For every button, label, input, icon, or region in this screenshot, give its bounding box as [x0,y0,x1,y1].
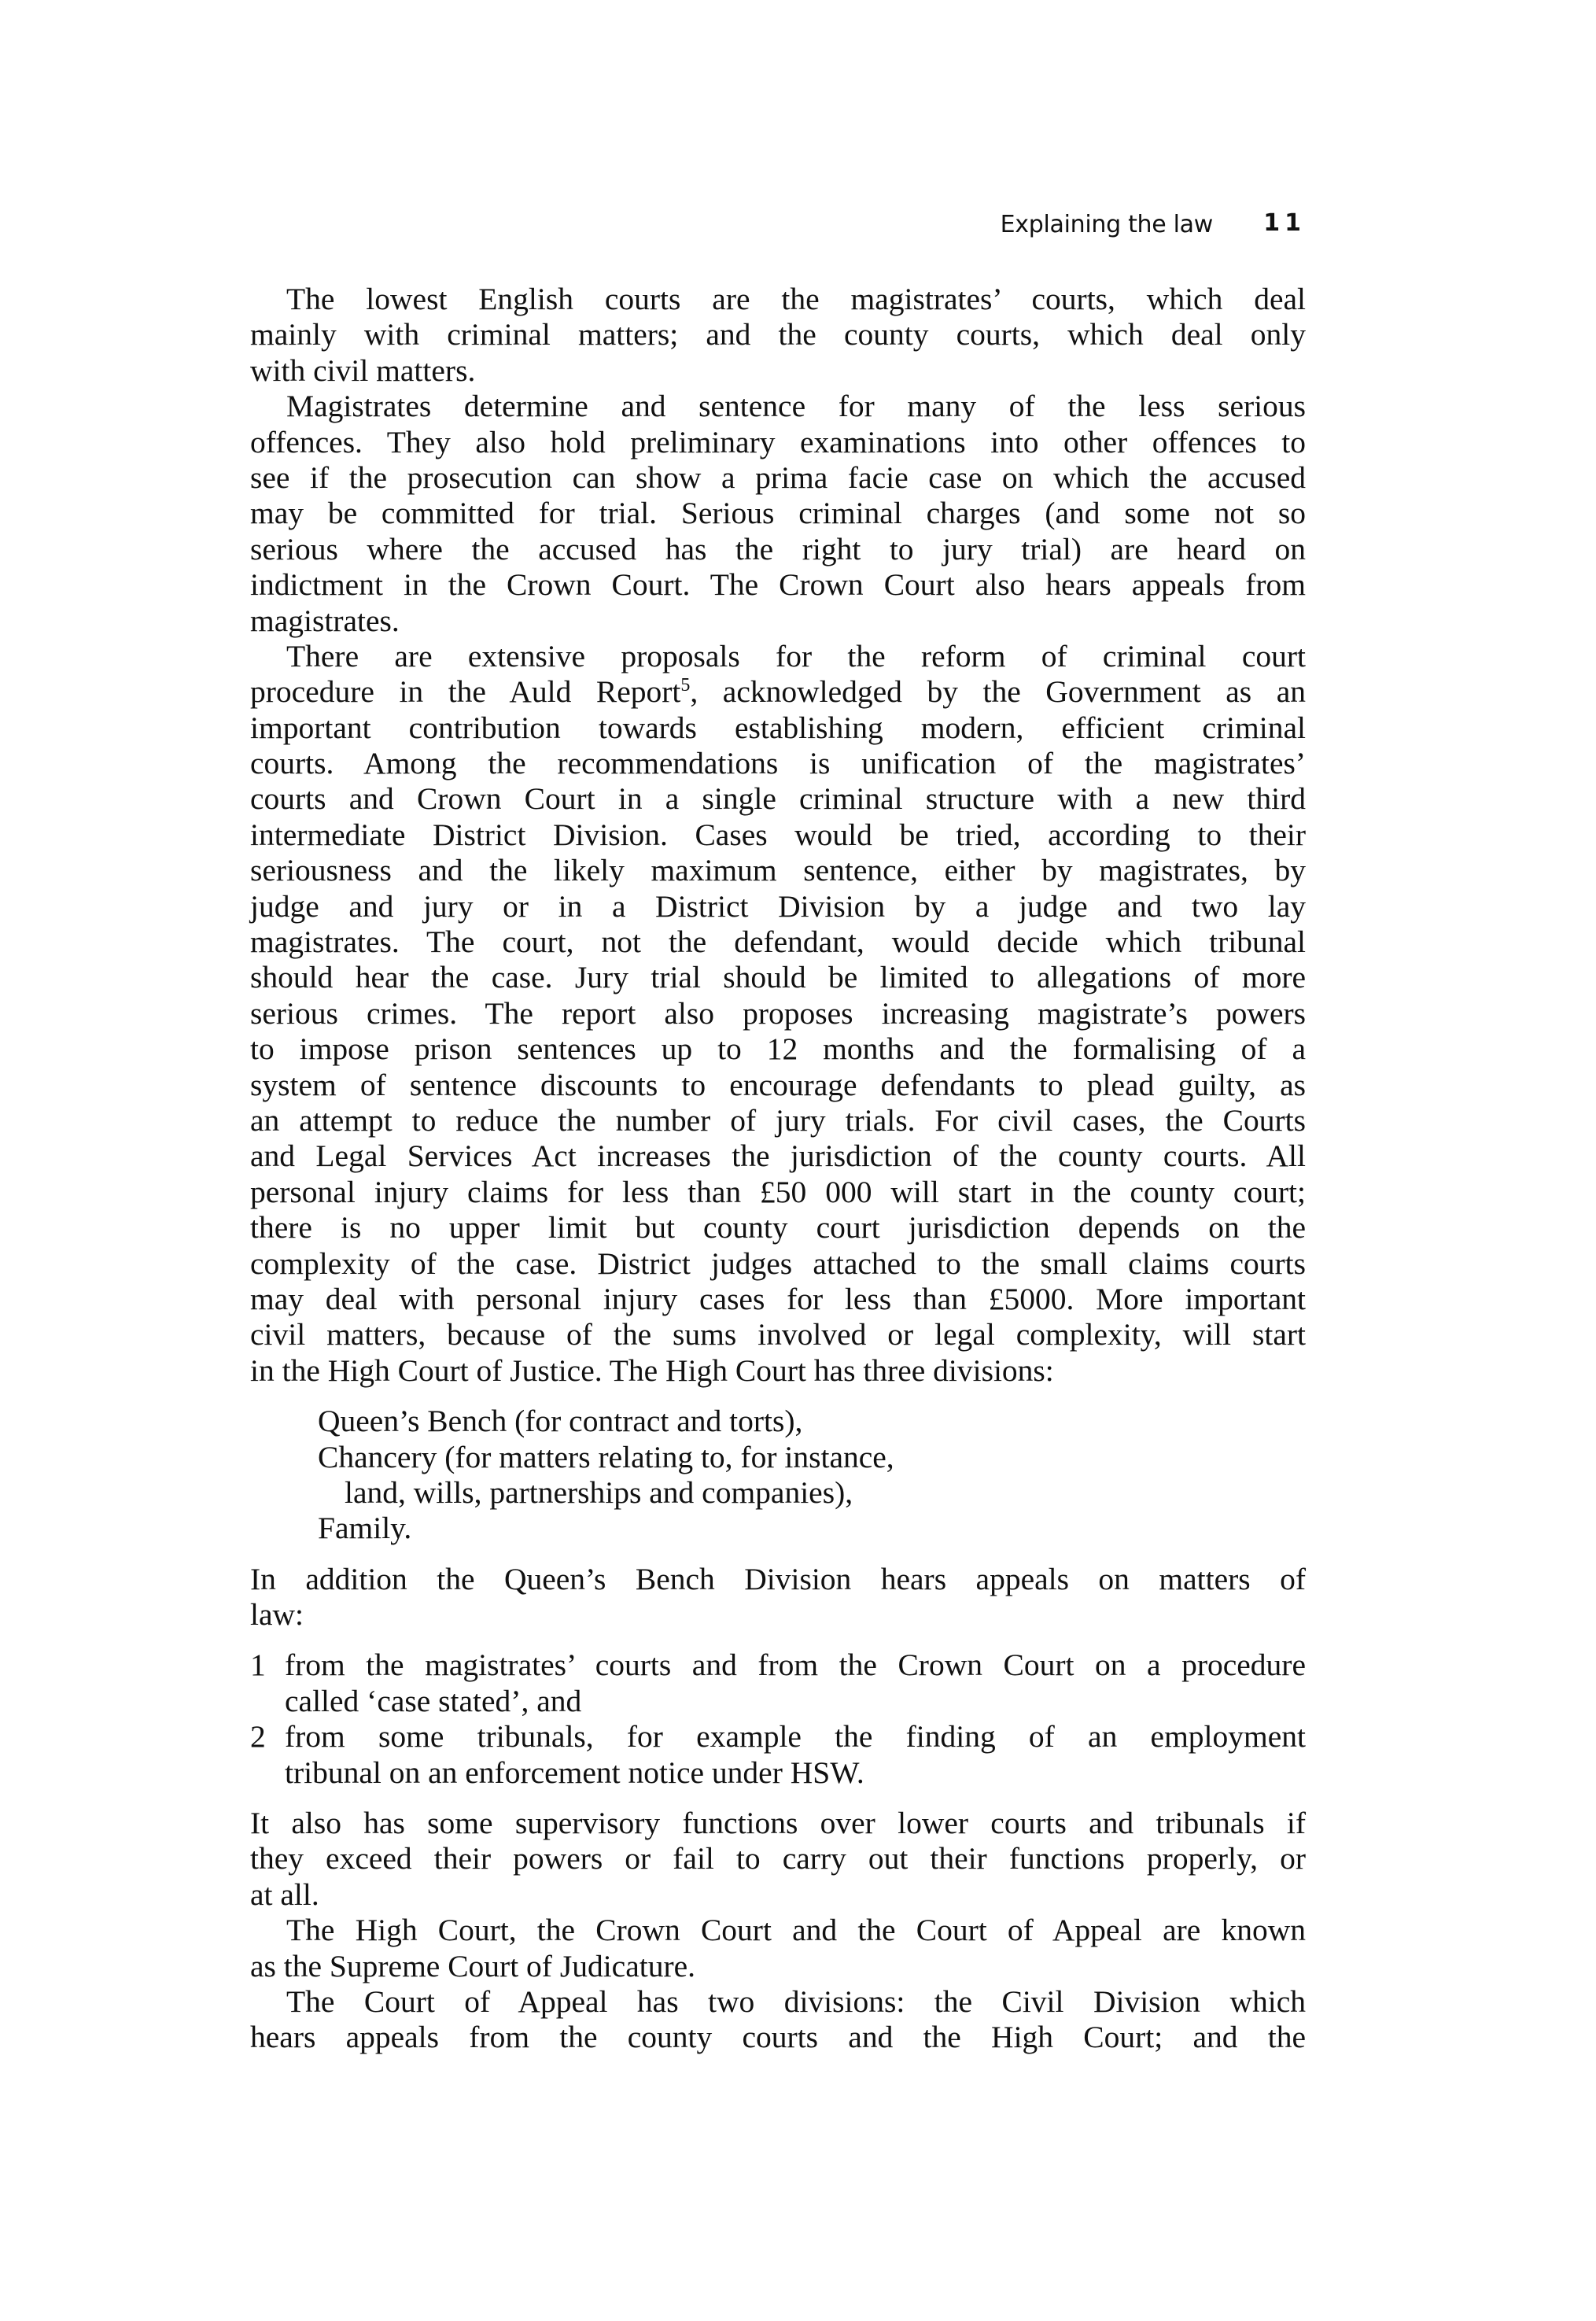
text-line: It also has some supervisory functions over lower courts and tribunals if [250,1806,1306,1841]
text-line: from some tribunals, for example the finding of an employment [285,1719,1306,1755]
paragraph [250,639,1306,1389]
text-line: The High Court, the Crown Court and the Court of Appeal are known [286,1913,1306,1948]
text-line: may deal with personal injury cases for less than £5000. More important [250,1281,1306,1316]
running-head [944,206,1306,245]
text-line: Magistrates determine and sentence for many of the less serious [286,389,1306,424]
text-line: should hear the case. Jury trial should be limited to allegations of more [250,960,1306,995]
text-fragment: procedure in the Auld Report [250,674,681,710]
text-line: see if the prosecution can show a prima facie case on which the accused [250,459,1306,495]
text-line: hears appeals from the county courts and the High Court; and the [250,2020,1306,2055]
text-line: There are extensive proposals for the reform of criminal court [286,638,1306,673]
text-line: serious where the accused has the right to jury trial) are heard on [250,531,1306,566]
paragraph [250,1913,1306,1984]
text-line: indictment in the Crown Court. The Crown Court also hears appeals from [250,567,1306,603]
text-fragment: , acknowledged by the Government as an [690,674,1306,710]
numbered-item [250,1719,1306,1791]
paragraph [250,1806,1306,1913]
paragraph [250,282,1306,389]
text-line: magistrates. The court, not the defendant, would decide which tribunal [250,924,1306,960]
running-head-title: Explaining the law [1000,211,1213,238]
item-number: 2 [250,1719,266,1755]
page-number: 11 [1263,209,1306,237]
text-line: courts. Among the recommendations is unification of the magistrates’ [250,746,1306,781]
body-text [250,282,1306,2056]
paragraph [250,389,1306,639]
text-line: tribunal on an enforcement notice under HSW. [285,1755,864,1790]
text-line: civil matters, because of the sums involved or legal complexity, will start [250,1317,1306,1352]
text-line: The lowest English courts are the magistrates’ courts, which deal [286,282,1306,316]
text-line: at all. [250,1876,319,1912]
paragraph [250,1562,1306,1633]
text-line: with civil matters. [250,352,476,388]
text-line: in the High Court of Justice. The High Court has three divisions: [250,1352,1054,1388]
appeals-numbered-list [250,1648,1306,1791]
text-line: mainly with criminal matters; and the county courts, which deal only [250,317,1306,352]
text-line: seriousness and the likely maximum sentence, either by magistrates, by [250,853,1306,888]
text-line-with-footnote [250,674,1306,710]
text-line: may be committed for trial. Serious criminal charges (and some not so [250,496,1306,531]
text-line: from the magistrates’ courts and from the Crown Court on a procedure [285,1648,1306,1683]
text-line: The Court of Appeal has two divisions: the Civil Division which [286,1983,1306,2019]
text-line: intermediate District Division. Cases would be tried, according to their [250,817,1306,852]
high-court-divisions-list [250,1404,1306,1547]
text-line: and Legal Services Act increases the jurisdiction of the county courts. All [250,1138,1306,1174]
text-line: system of sentence discounts to encourage defendants to plead guilty, as [250,1067,1306,1102]
text-line: law: [250,1597,304,1633]
division-item: Family. [318,1511,412,1546]
text-line: serious crimes. The report also proposes increasing magistrate’s powers [250,995,1306,1031]
text-line: they exceed their powers or fail to carry out their functions properly, or [250,1841,1306,1876]
division-item: Chancery (for matters relating to, for instance, [318,1439,894,1474]
text-line: judge and jury or in a District Division by a judge and two lay [250,888,1306,924]
text-line: magistrates. [250,603,400,638]
numbered-item [250,1648,1306,1719]
text-line: there is no upper limit but county court jurisdiction depends on the [250,1210,1306,1245]
division-item-continuation: land, wills, partnerships and companies), [345,1474,853,1510]
text-line: as the Supreme Court of Judicature. [250,1948,696,1983]
text-line: important contribution towards establishing modern, efficient criminal [250,710,1306,745]
text-line: called ‘case stated’, and [285,1683,582,1718]
paragraph [250,1984,1306,2056]
text-line: an attempt to reduce the number of jury trials. For civil cases, the Courts [250,1102,1306,1138]
item-number: 1 [250,1648,266,1683]
text-line: In addition the Queen’s Bench Division hears appeals on matters of [250,1561,1306,1596]
text-line: to impose prison sentences up to 12 months and the formalising of a [250,1031,1306,1067]
text-line: complexity of the case. District judges attached to the small claims courts [250,1245,1306,1281]
text-line: offences. They also hold preliminary examinations into other offences to [250,424,1306,459]
division-item: Queen’s Bench (for contract and torts), [318,1404,803,1439]
footnote-reference[interactable]: 5 [680,675,691,696]
text-line: courts and Crown Court in a single criminal structure with a new third [250,781,1306,817]
text-line: personal injury claims for less than £50 000 will start in the county court; [250,1174,1306,1209]
